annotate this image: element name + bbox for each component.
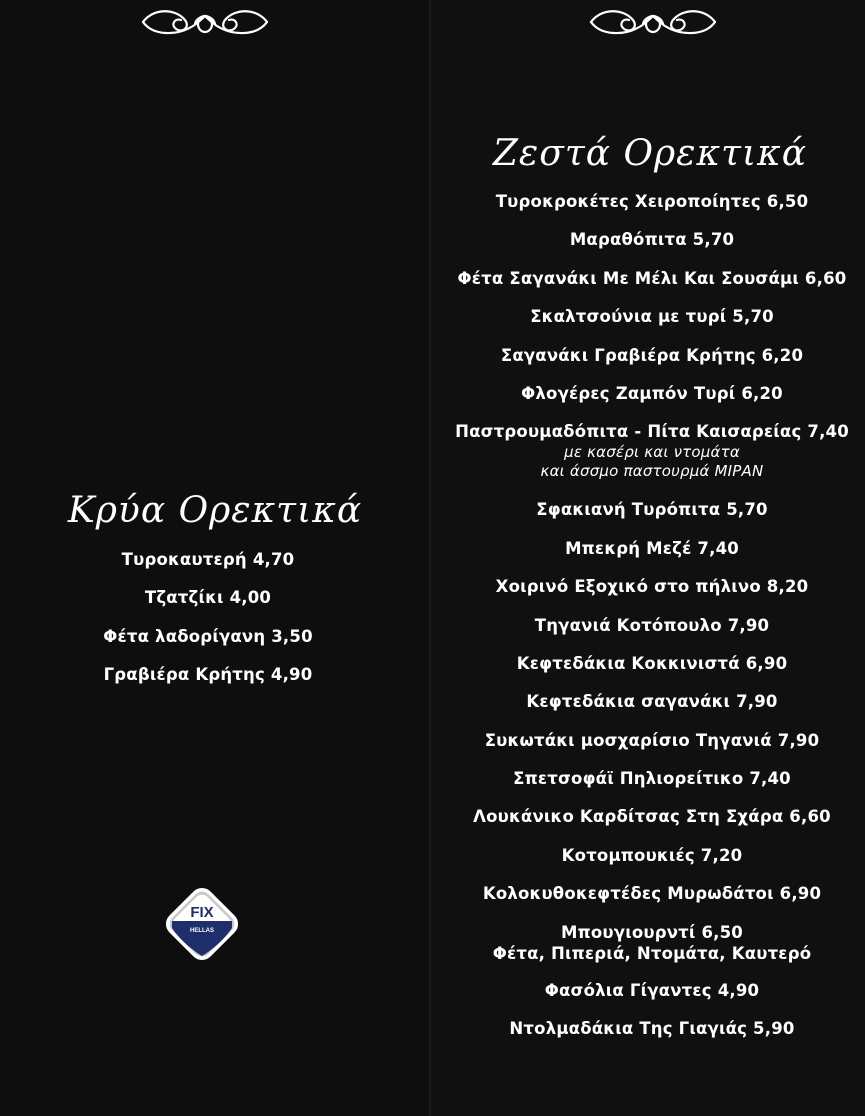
menu-item <box>430 615 865 653</box>
scroll-flourish-icon <box>585 4 721 40</box>
menu-item-label: Κοτομπουκιές 7,20 <box>561 845 743 865</box>
scroll-flourish-icon <box>137 4 273 40</box>
menu-item-label: Ντολμαδάκια Της Γιαγιάς 5,90 <box>509 1019 795 1039</box>
menu-item-label: Κεφτεδάκια σαγανάκι 7,90 <box>526 692 778 712</box>
menu-item-label: Σκαλτσούνια με τυρί 5,70 <box>530 307 774 327</box>
menu-item-label: Τυροκαυτερή 4,70 <box>121 550 295 569</box>
menu-item <box>430 806 865 844</box>
menu-item <box>430 980 865 1018</box>
menu-item <box>430 576 865 614</box>
menu-item-label: Κολοκυθοκεφτέδες Μυρωδάτοι 6,90 <box>482 884 822 904</box>
menu-item-label: Γραβιέρα Κρήτης 4,90 <box>103 665 313 685</box>
menu-item <box>430 730 865 768</box>
menu-item-label: Σπετσοφάϊ Πηλιορείτικο 7,40 <box>513 769 791 789</box>
menu-item <box>0 587 416 625</box>
menu-item-note: Φέτα, Πιπεριά, Ντομάτα, Καυτερό <box>492 943 812 963</box>
section-title-hot-appetizers: Ζεστά Ορεκτικά <box>492 133 808 174</box>
hot-appetizers-list <box>430 191 865 1056</box>
logo-brand-subtext: HELLAS <box>190 928 214 934</box>
menu-item <box>430 653 865 691</box>
menu-item <box>430 538 865 576</box>
menu-item <box>430 1018 865 1056</box>
menu-item-label: Παστρουμαδόπιτα - Πίτα Καισαρείας 7,40 <box>455 422 849 442</box>
fix-hellas-logo <box>158 880 246 968</box>
menu-item-label: Λουκάνικο Καρδίτσας Στη Σχάρα 6,60 <box>473 807 831 827</box>
menu-item-label: Σφακιανή Τυρόπιτα 5,70 <box>536 500 768 520</box>
menu-item <box>0 549 416 587</box>
menu-item-label: Φλογέρες Ζαμπόν Τυρί 6,20 <box>521 383 783 403</box>
cold-appetizers-list <box>0 549 416 703</box>
menu-item <box>430 421 865 499</box>
menu-item-label: Φασόλια Γίγαντες 4,90 <box>544 980 760 1000</box>
menu-item-label: Χοιρινό Εξοχικό στο πήλινο 8,20 <box>495 577 809 597</box>
menu-item <box>430 768 865 806</box>
menu-item-label: Μπουγιουρντί 6,50 <box>561 922 743 942</box>
section-title-cold-appetizers: Κρύα Ορεκτικά <box>67 490 363 531</box>
menu-item-label: Τζατζίκι 4,00 <box>144 588 272 608</box>
menu-item-label: Τυροκροκέτες Χειροποίητες 6,50 <box>495 192 809 211</box>
menu-item-label: Φέτα λαδορίγανη 3,50 <box>103 626 313 646</box>
menu-item-label: Σαγανάκι Γραβιέρα Κρήτης 6,20 <box>500 345 804 365</box>
logo-brand-text: FIX <box>190 904 214 921</box>
menu-item <box>430 883 865 921</box>
menu-item <box>0 664 416 702</box>
menu-item-note: και άσσμο παστουρμά ΜΙΡΑΝ <box>540 462 764 481</box>
menu-item-label: Συκωτάκι μοσχαρίσιο Τηγανιά 7,90 <box>484 730 820 750</box>
menu-item <box>430 922 865 980</box>
menu-item-label: Μαραθόπιτα 5,70 <box>569 230 735 250</box>
menu-item-label: Κεφτεδάκια Κοκκινιστά 6,90 <box>516 653 788 673</box>
menu-item <box>430 268 865 306</box>
menu-item-label: Τηγανιά Κοτόπουλο 7,90 <box>534 615 770 635</box>
menu-item-label: Μπεκρή Μεζέ 7,40 <box>565 538 739 558</box>
menu-item <box>430 691 865 729</box>
menu-item <box>430 191 865 229</box>
menu-item <box>430 499 865 537</box>
menu-item-note: με κασέρι και ντομάτα <box>564 443 740 462</box>
menu-item-label: Φέτα Σαγανάκι Με Μέλι Και Σουσάμι 6,60 <box>457 268 847 288</box>
menu-item <box>430 383 865 421</box>
menu-item <box>430 845 865 883</box>
menu-item <box>0 626 416 664</box>
menu-item <box>430 229 865 267</box>
menu-item <box>430 345 865 383</box>
menu-item <box>430 306 865 344</box>
